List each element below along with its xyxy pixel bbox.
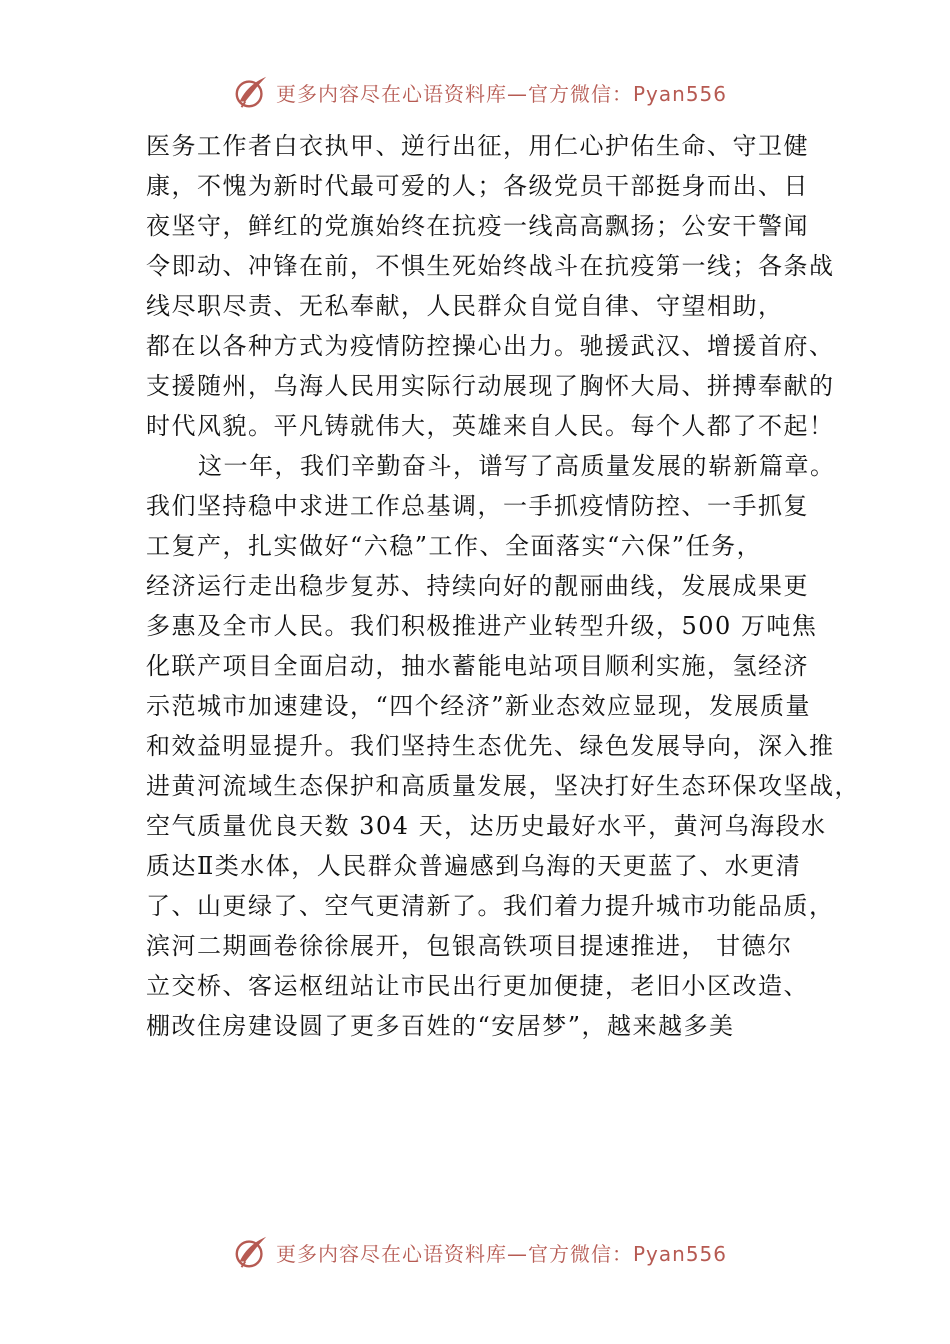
body-line: 线尽职尽责、无私奉献，人民群众自觉自律、守望相助，	[146, 292, 784, 320]
pen-logo-icon	[232, 1233, 270, 1271]
body-line: 和效益明显提升。我们坚持生态优先、绿色发展导向，深入推	[146, 732, 835, 760]
header-banner	[232, 72, 752, 112]
body-line: 多惠及全市人民。我们积极推进产业转型升级，500 万吨焦	[146, 612, 818, 640]
body-line: 空气质量优良天数 304 天，达历史最好水平，黄河乌海段水	[146, 812, 827, 840]
footer-banner-text: 更多内容尽在心语资料库—官方微信：Pyan556	[276, 1241, 728, 1266]
body-line: 康，不愧为新时代最可爱的人；各级党员干部挺身而出、日	[146, 172, 809, 200]
body-line: 进黄河流域生态保护和高质量发展，坚决打好生态环保攻坚战，	[146, 772, 860, 800]
body-line: 我们坚持稳中求进工作总基调，一手抓疫情防控、一手抓复	[146, 492, 809, 520]
pen-logo-icon	[232, 73, 270, 111]
header-banner-text: 更多内容尽在心语资料库—官方微信：Pyan556	[276, 81, 728, 106]
body-line: 医务工作者白衣执甲、逆行出征，用仁心护佑生命、守卫健	[146, 132, 809, 160]
body-line: 夜坚守，鲜红的党旗始终在抗疫一线高高飘扬；公安干警闻	[146, 212, 809, 240]
paragraph-start-line: 这一年，我们辛勤奋斗，谱写了高质量发展的崭新篇章。	[198, 452, 836, 480]
document-body	[146, 126, 860, 1046]
body-line: 工复产，扎实做好“六稳”工作、全面落实“六保”任务，	[146, 532, 763, 560]
body-line: 经济运行走出稳步复苏、持续向好的靓丽曲线，发展成果更	[146, 572, 809, 600]
body-line: 了、山更绿了、空气更清新了。我们着力提升城市功能品质，	[146, 892, 835, 920]
body-line: 时代风貌。平凡铸就伟大，英雄来自人民。每个人都了不起！	[146, 412, 835, 440]
body-line: 令即动、冲锋在前，不惧生死始终战斗在抗疫第一线；各条战	[146, 252, 835, 280]
body-line: 都在以各种方式为疫情防控操心出力。驰援武汉、增援首府、	[146, 332, 835, 360]
body-line: 示范城市加速建设，“四个经济”新业态效应显现，发展质量	[146, 692, 812, 720]
body-line: 质达Ⅱ类水体，人民群众普遍感到乌海的天更蓝了、水更清	[146, 852, 802, 880]
body-line: 化联产项目全面启动，抽水蓄能电站项目顺利实施，氢经济	[146, 652, 809, 680]
body-line: 支援随州，乌海人民用实际行动展现了胸怀大局、拼搏奉献的	[146, 372, 835, 400]
body-line: 棚改住房建设圆了更多百姓的“安居梦”，越来越多美	[146, 1012, 735, 1040]
footer-banner	[232, 1232, 752, 1272]
body-line: 滨河二期画卷徐徐展开，包银高铁项目提速推进， 甘德尔	[146, 932, 793, 960]
body-line: 立交桥、客运枢纽站让市民出行更加便捷，老旧小区改造、	[146, 972, 809, 1000]
